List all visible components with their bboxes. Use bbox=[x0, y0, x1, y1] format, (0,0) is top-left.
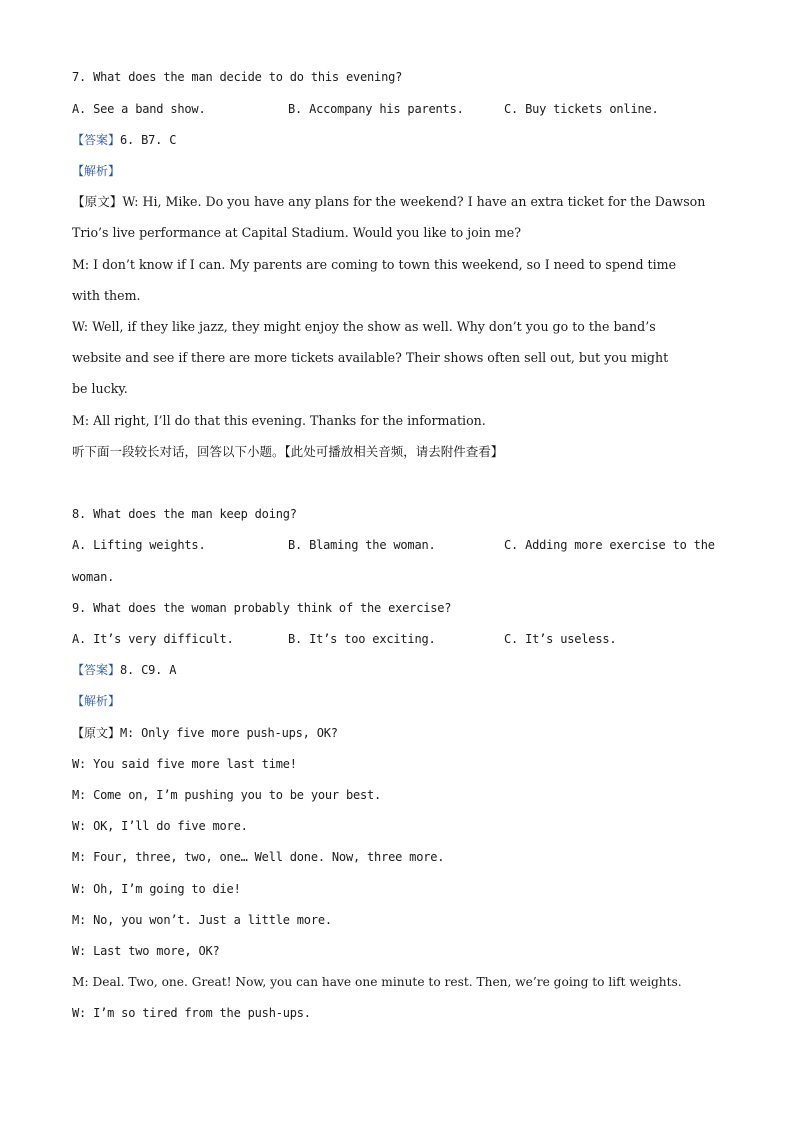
analysis-line bbox=[72, 693, 120, 709]
answer-text: 8. C9. A bbox=[120, 663, 177, 677]
transcript-line: W: Well, if they like jazz, they might enjoy the show as well. Why don’t you go to the band’s bbox=[72, 319, 656, 334]
transcript-line: W: Oh, I’m going to die! bbox=[72, 882, 241, 896]
option-a: A. See a band show. bbox=[72, 102, 206, 116]
transcript-line: W: Last two more, OK? bbox=[72, 944, 220, 958]
option-b: B. Blaming the woman. bbox=[288, 538, 436, 552]
transcript-line bbox=[72, 194, 705, 210]
analysis-label: 【解析】 bbox=[72, 164, 121, 178]
answer-line bbox=[72, 132, 176, 148]
transcript-text: M: Only five more push-ups, OK? bbox=[120, 726, 338, 740]
option-a: A. Lifting weights. bbox=[72, 538, 206, 552]
analysis-line bbox=[72, 163, 120, 179]
transcript-line bbox=[72, 725, 338, 741]
answer-text: 6. B7. C bbox=[120, 133, 177, 147]
transcript-line: with them. bbox=[72, 288, 141, 303]
transcript-line: M: I don’t know if I can. My parents are coming to town this weekend, so I need to spend time bbox=[72, 257, 677, 272]
option-a: A. It’s very difficult. bbox=[72, 632, 234, 646]
transcript-line: M: All right, I’ll do that this evening. Thanks for the information. bbox=[72, 413, 486, 428]
answer-line bbox=[72, 662, 176, 678]
transcript-line: M: Deal. Two, one. Great! Now, you can have one minute to rest. Then, we’re going to lift weights. bbox=[72, 975, 682, 989]
option-c: C. Buy tickets online. bbox=[504, 102, 659, 116]
transcript-label: 【原文】 bbox=[72, 194, 123, 209]
question-8: 8. What does the man keep doing? bbox=[72, 507, 297, 521]
transcript-line: M: No, you won’t. Just a little more. bbox=[72, 913, 332, 927]
transcript-line: website and see if there are more tickets available? Their shows often sell out, but you might bbox=[72, 350, 669, 365]
transcript-line: be lucky. bbox=[72, 381, 128, 396]
transcript-line: W: You said five more last time! bbox=[72, 757, 297, 771]
analysis-label: 【解析】 bbox=[72, 694, 121, 708]
option-b: B. Accompany his parents. bbox=[288, 102, 464, 116]
option-c: C. It’s useless. bbox=[504, 632, 617, 646]
option-b: B. It’s too exciting. bbox=[288, 632, 436, 646]
question-9: 9. What does the woman probably think of the exercise? bbox=[72, 601, 452, 615]
instruction-text: 听下面一段较长对话，回答以下小题。【此处可播放相关音频，请去附件查看】 bbox=[72, 444, 504, 459]
option-c-continuation: woman. bbox=[72, 570, 115, 584]
question-7: 7. What does the man decide to do this evening? bbox=[72, 70, 403, 84]
transcript-line: M: Four, three, two, one… Well done. Now, three more. bbox=[72, 850, 445, 864]
transcript-text: W: Hi, Mike. Do you have any plans for the weekend? I have an extra ticket for the Dawson bbox=[122, 194, 706, 209]
transcript-line: Trio’s live performance at Capital Stadium. Would you like to join me? bbox=[72, 225, 521, 240]
answer-label: 【答案】 bbox=[72, 133, 121, 147]
answer-label: 【答案】 bbox=[72, 663, 121, 677]
transcript-line: W: OK, I’ll do five more. bbox=[72, 819, 248, 833]
option-c: C. Adding more exercise to the bbox=[504, 538, 715, 552]
transcript-line: W: I’m so tired from the push-ups. bbox=[72, 1006, 311, 1020]
transcript-label: 【原文】 bbox=[72, 726, 121, 740]
transcript-line: M: Come on, I’m pushing you to be your best. bbox=[72, 788, 382, 802]
